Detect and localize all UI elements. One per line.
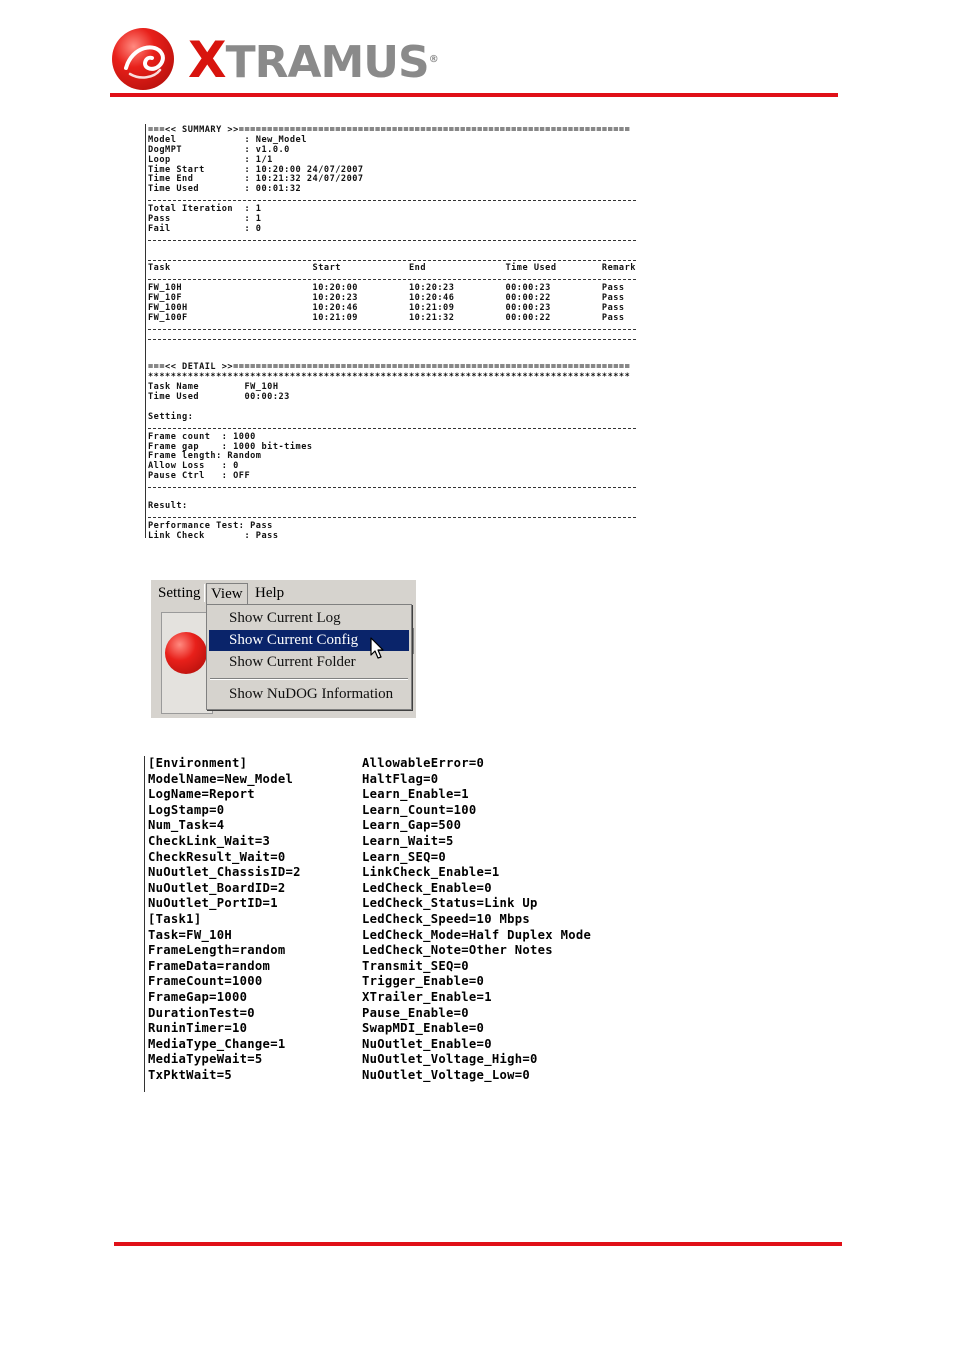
config-line: Learn_Gap=500 <box>362 818 462 833</box>
config-line: MediaType_Change=1 <box>148 1036 286 1051</box>
menu-setting[interactable]: Setting <box>158 585 201 601</box>
log-line: Setting: <box>148 411 194 422</box>
log-line: Total Iteration : 1 <box>148 204 262 215</box>
menu-divider <box>204 584 205 602</box>
config-line: Learn_Count=100 <box>362 802 477 817</box>
xtramus-logo <box>112 26 442 92</box>
log-line: Performance Test: Pass <box>148 520 273 531</box>
log-line <box>148 492 636 502</box>
log-line: FW_10F 10:20:23 10:20:46 00:00:22 Pass <box>148 293 625 304</box>
menu-bar <box>151 580 416 604</box>
log-line: Pause Ctrl : OFF <box>148 471 251 482</box>
log-line: Fail : 0 <box>148 223 262 234</box>
log-line: Task Name FW_10H <box>148 382 279 393</box>
menu-view[interactable]: View <box>206 583 248 604</box>
menu-item-show-nudog-information[interactable]: Show NuDOG Information <box>229 686 394 702</box>
log-separator <box>148 512 636 522</box>
log-line: Loop : 1/1 <box>148 154 273 165</box>
config-line: AllowableError=0 <box>362 756 485 770</box>
config-line: [Environment] <box>148 756 248 770</box>
log-line: Time Used : 00:01:32 <box>148 184 302 195</box>
config-line: LogStamp=0 <box>148 802 225 817</box>
config-line: TxPktWait=5 <box>148 1067 233 1082</box>
log-line: ************************************************************************************* <box>148 372 631 383</box>
log-line: Frame count : 1000 <box>148 431 256 442</box>
log-line: FW_100H 10:20:46 10:21:09 00:00:23 Pass <box>148 303 625 314</box>
config-line: CheckLink_Wait=3 <box>148 833 271 848</box>
config-line: MediaTypeWait=5 <box>148 1052 263 1067</box>
menu-separator <box>210 678 408 680</box>
config-line: NuOutlet_Voltage_High=0 <box>362 1052 538 1067</box>
log-text <box>148 126 636 538</box>
config-line: NuOutlet_ChassisID=2 <box>148 865 301 880</box>
log-line: Link Check : Pass <box>148 530 279 538</box>
log-separator <box>148 235 636 245</box>
config-line: RuninTimer=10 <box>148 1021 248 1036</box>
config-line: LedCheck_Note=Other Notes <box>362 943 553 958</box>
logo-swirl-icon <box>112 28 174 90</box>
menu-help[interactable]: Help <box>255 585 285 601</box>
config-line: ModelName=New_Model <box>148 771 294 786</box>
config-left-column <box>148 756 301 1083</box>
view-menu-screenshot <box>151 580 416 718</box>
config-line: DurationTest=0 <box>148 1005 255 1020</box>
config-listing <box>144 756 665 1092</box>
config-line: NuOutlet_BoardID=2 <box>148 880 286 895</box>
config-line: LedCheck_Status=Link Up <box>362 896 538 911</box>
config-line: [Task1] <box>148 911 202 926</box>
config-line: XTrailer_Enable=1 <box>362 989 492 1004</box>
config-line: NuOutlet_PortID=1 <box>148 896 278 911</box>
log-line: Time Used 00:00:23 <box>148 392 290 403</box>
log-line: ===<< SUMMARY >>===================================================================== <box>148 125 631 135</box>
log-line: Frame gap : 1000 bit-times <box>148 441 313 452</box>
config-line: Pause_Enable=0 <box>362 1005 469 1020</box>
log-separator <box>148 324 636 334</box>
config-line: Task=FW_10H <box>148 927 233 942</box>
log-line: Pass : 1 <box>148 214 262 225</box>
log-line <box>148 245 636 255</box>
menu-item-show-current-folder[interactable]: Show Current Folder <box>229 654 356 670</box>
config-line: Learn_Enable=1 <box>362 787 469 802</box>
footer-rule <box>114 1242 842 1246</box>
log-line: Time Start : 10:20:00 24/07/2007 <box>148 164 364 175</box>
log-line: Frame length: Random <box>148 451 262 462</box>
log-line: FW_100F 10:21:09 10:21:32 00:00:22 Pass <box>148 312 625 323</box>
app-logo-icon <box>165 632 207 674</box>
config-line: NuOutlet_Enable=0 <box>362 1036 492 1051</box>
log-line <box>148 344 636 354</box>
config-line: LinkCheck_Enable=1 <box>362 865 500 880</box>
config-line: LedCheck_Speed=10 Mbps <box>362 911 531 926</box>
log-line: Time End : 10:21:32 24/07/2007 <box>148 174 364 185</box>
config-line: FrameCount=1000 <box>148 974 263 989</box>
config-line: HaltFlag=0 <box>362 771 439 786</box>
logo-wordmark: XTRAMUS® <box>188 31 438 89</box>
config-line: FrameData=random <box>148 958 271 973</box>
log-line: Allow Loss : 0 <box>148 461 239 472</box>
config-line: LedCheck_Enable=0 <box>362 880 492 895</box>
config-line: Trigger_Enable=0 <box>362 974 485 989</box>
log-separator <box>148 255 636 265</box>
test-report-log <box>145 124 758 538</box>
config-line: LedCheck_Mode=Half Duplex Mode <box>362 927 592 942</box>
menu-item-show-current-config[interactable]: Show Current Config <box>209 630 409 651</box>
config-line: Transmit_SEQ=0 <box>362 958 469 973</box>
menu-item-show-current-log[interactable]: Show Current Log <box>229 610 341 626</box>
log-separator <box>148 423 636 433</box>
config-line: LogName=Report <box>148 787 255 802</box>
log-separator <box>148 482 636 492</box>
log-line <box>148 403 636 413</box>
log-line: Result: <box>148 500 188 511</box>
log-line: DogMPT : v1.0.0 <box>148 144 290 155</box>
config-line: FrameLength=random <box>148 943 286 958</box>
config-right-column <box>362 756 591 1083</box>
mouse-pointer-icon <box>370 637 386 661</box>
config-line: SwapMDI_Enable=0 <box>362 1021 485 1036</box>
config-line: CheckResult_Wait=0 <box>148 849 286 864</box>
config-line: FrameGap=1000 <box>148 989 248 1004</box>
config-line: Learn_Wait=5 <box>362 833 454 848</box>
log-separator <box>148 274 636 284</box>
header-rule <box>110 93 838 97</box>
log-line: FW_10H 10:20:00 10:20:23 00:00:23 Pass <box>148 283 625 294</box>
config-line: Learn_SEQ=0 <box>362 849 447 864</box>
config-line: Num_Task=4 <box>148 818 225 833</box>
log-line: Task Start End Time Used Remark <box>148 263 636 274</box>
config-line: NuOutlet_Voltage_Low=0 <box>362 1067 531 1082</box>
log-separator <box>148 334 636 344</box>
log-line: Model : New_Model <box>148 134 307 145</box>
log-line: ===<< DETAIL >>====================================================================== <box>148 362 631 373</box>
log-separator <box>148 195 636 205</box>
